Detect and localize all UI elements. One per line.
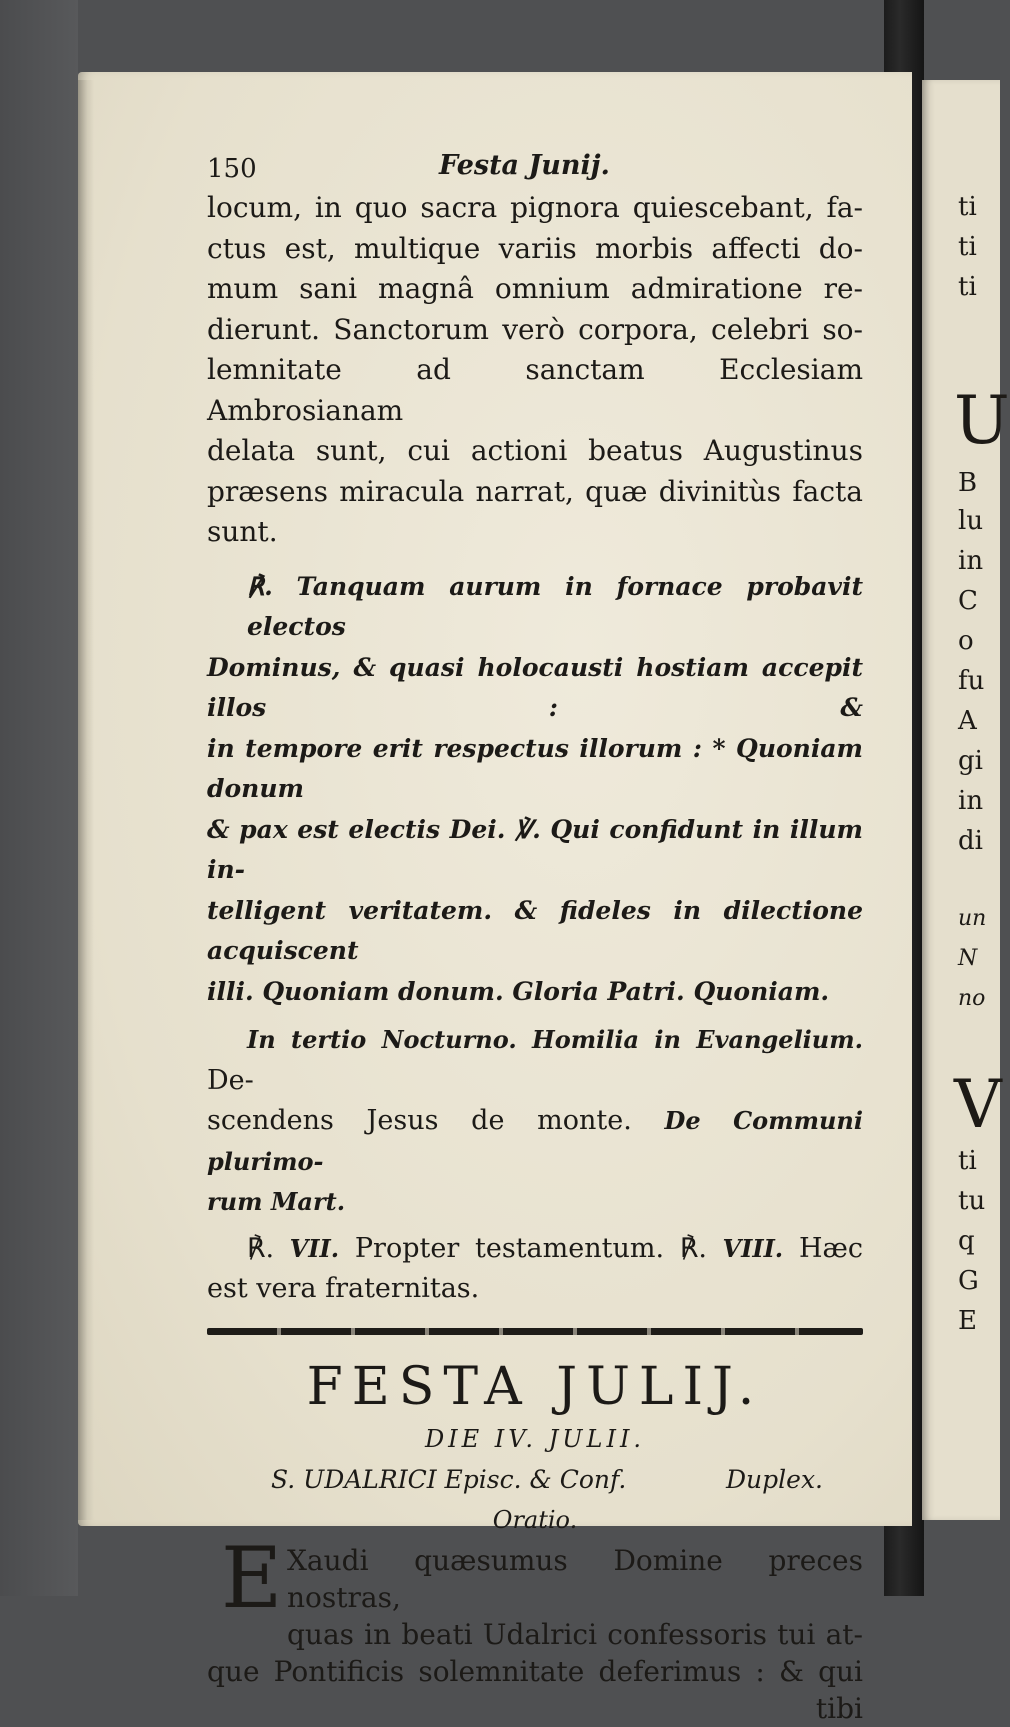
response-symbol: ℟. [247, 1232, 275, 1264]
text-line: locum, in quo sacra pignora quiescebant, fa- [207, 191, 863, 224]
scan-background-left [0, 0, 78, 1596]
text-line: ctus est, multique variis morbis affecti do- [207, 231, 863, 265]
facing-fragment: no [958, 986, 986, 1011]
facing-fragment: V [954, 1066, 1002, 1143]
facing-fragment: q [958, 1226, 975, 1256]
feast-rank: Duplex. [726, 1464, 823, 1494]
facing-fragment: A [958, 706, 977, 736]
intro-paragraph [207, 188, 863, 553]
responsory-text: Propter testamentum. [339, 1232, 665, 1264]
responsory-number: VIII. [706, 1233, 784, 1263]
text-block [207, 150, 863, 1727]
page-edge-shadow [78, 80, 94, 1520]
oratio-label: Oratio. [492, 1505, 578, 1534]
facing-fragment: di [958, 826, 983, 856]
facing-fragment: lu [958, 506, 984, 536]
facing-fragment: ti [958, 272, 977, 302]
facing-fragment: tu [958, 1186, 986, 1216]
facing-fragment: in [958, 546, 984, 576]
running-head [207, 150, 863, 188]
facing-fragment: gi [958, 746, 983, 776]
text-line: mum sani magnâ omnium admiratione re- [207, 272, 863, 305]
facing-fragment: E [958, 1306, 977, 1336]
text-line: dierunt. Sanctorum verò corpora, celebri so- [207, 312, 863, 346]
saint-name: S. UDALRICI Episc. & Conf. [271, 1464, 627, 1494]
running-title: Festa Junij. [439, 150, 610, 181]
section-divider [207, 1328, 863, 1335]
facing-page-fragment [922, 80, 1010, 1520]
feast-date: DIE IV. JULII. [424, 1424, 646, 1453]
facing-fragment: ti [958, 192, 977, 222]
facing-fragment: un [958, 906, 987, 931]
nocturn-text: De- [207, 1064, 254, 1096]
responsory-line: telligent veritatem. & fideles in dilectione acquiscent [207, 895, 863, 965]
responsory-line: in tempore erit respectus illorum : * Quoniam donum [207, 733, 863, 803]
responsory-text: Hæc [783, 1232, 864, 1264]
text-line: lemnitate ad sanctam Ecclesiam Ambrosianam [207, 353, 863, 427]
facing-fragment: N [958, 946, 978, 971]
text-line: sunt. [207, 515, 278, 548]
nocturn-paragraph [207, 1020, 863, 1223]
nocturn-text: scendens Jesus de monte. [207, 1105, 665, 1136]
nocturn-lead: In tertio Nocturno. Homilia in Evangelium. [247, 1025, 863, 1054]
facing-fragment: fu [958, 666, 985, 696]
commune-reference: De Communi plurimo- [207, 1106, 863, 1176]
facing-fragment: C [958, 586, 978, 616]
responsory-line: illi. Quoniam donum. Gloria Patri. Quoniam. [207, 976, 830, 1006]
page-number: 150 [207, 154, 257, 184]
facing-fragment: ti [958, 1146, 977, 1176]
commune-reference-end: rum Mart. [207, 1187, 346, 1216]
responsory-line: ℟. Tanquam aurum in fornace probavit electos [247, 571, 863, 641]
catchword: tibi [815, 1691, 863, 1725]
section-title: FESTA JULIJ. [306, 1356, 764, 1417]
text-line: delata sunt, cui actioni beatus Augustinus [207, 434, 863, 467]
text-line: præsens miracula narrat, quæ divinitùs facta [207, 474, 863, 508]
responsory-paragraph [207, 567, 863, 1013]
prayer-line: quas in beati Udalrici confessoris tui at- [287, 1617, 863, 1651]
prayer-line: que Pontificis solemnitate deferimus : & qui [207, 1654, 863, 1688]
responsory-reference [207, 1229, 863, 1310]
facing-fragment: B [958, 468, 978, 498]
response-symbol: ℟. [664, 1232, 707, 1264]
responsory-text: est vera fraternitas. [207, 1273, 480, 1304]
facing-fragment: o [958, 626, 974, 656]
feast-heading [207, 1465, 863, 1494]
facing-fragment: G [958, 1266, 979, 1296]
facing-fragment: in [958, 786, 984, 816]
responsory-line: Dominus, & quasi holocausti hostiam accepit illos : & [207, 652, 863, 722]
drop-cap: E [221, 1528, 283, 1627]
prayer-line: Xaudi quæsumus Domine preces nostras, [287, 1543, 863, 1614]
responsory-line: & pax est electis Dei. ℣. Qui confidunt in illum in- [207, 814, 863, 884]
responsory-number: VII. [274, 1233, 340, 1263]
prayer-text [207, 1528, 863, 1727]
facing-fragment: ti [958, 232, 977, 262]
facing-fragment: U [954, 382, 1010, 459]
